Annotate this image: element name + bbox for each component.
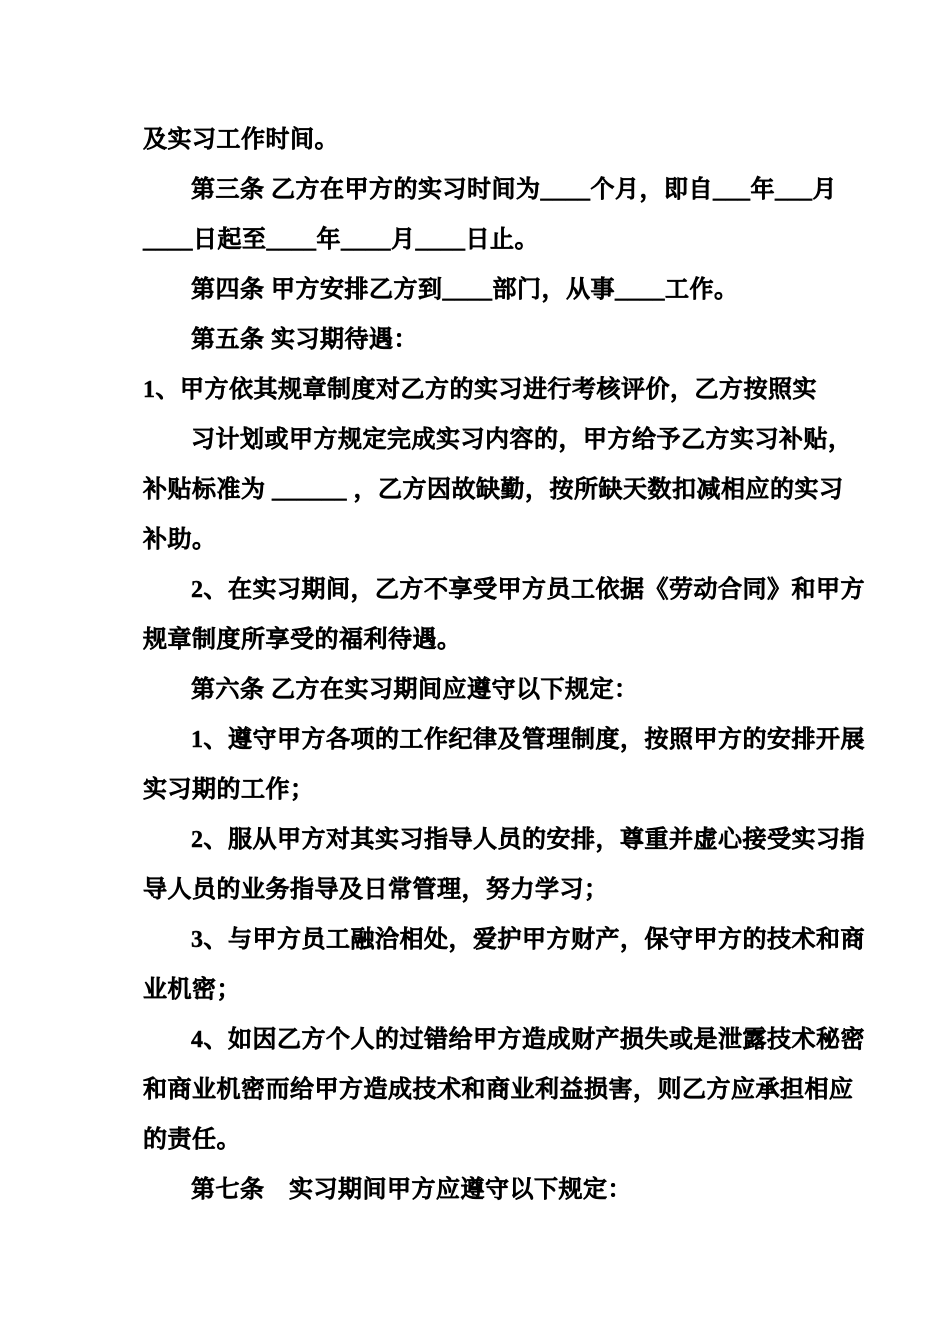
text-line-12: 第六条 乙方在实习期间应遵守以下规定： xyxy=(191,677,639,703)
text-line-20: 和商业机密而给甲方造成技术和商业利益损害，则乙方应承担相应 xyxy=(143,1077,854,1103)
text-line-13: 1、遵守甲方各项的工作纪律及管理制度，按照甲方的安排开展 xyxy=(191,727,865,753)
text-line-4: 第四条 甲方安排乙方到____部门，从事____工作。 xyxy=(191,277,739,303)
text-line-16: 导人员的业务指导及日常管理，努力学习； xyxy=(143,877,609,903)
text-line-5: 第五条 实习期待遇： xyxy=(191,327,418,353)
text-line-9: 补助。 xyxy=(143,527,217,553)
text-line-3: ____日起至____年____月____日止。 xyxy=(143,227,539,253)
text-line-8: 补贴标准为 ______ ，乙方因故缺勤，按所缺天数扣减相应的实习 xyxy=(143,477,844,503)
text-line-18: 业机密； xyxy=(143,977,241,1003)
text-line-17: 3、与甲方员工融洽相处，爱护甲方财产，保守甲方的技术和商 xyxy=(191,927,865,953)
text-line-11: 规章制度所享受的福利待遇。 xyxy=(143,627,462,653)
text-line-19: 4、如因乙方个人的过错给甲方造成财产损失或是泄露技术秘密 xyxy=(191,1027,865,1053)
text-line-22: 第七条 实习期间甲方应遵守以下规定： xyxy=(191,1177,632,1203)
text-line-14: 实习期的工作； xyxy=(143,777,315,803)
text-line-7: 习计划或甲方规定完成实习内容的，甲方给予乙方实习补贴， xyxy=(191,427,853,453)
text-line-2: 第三条 乙方在甲方的实习时间为____个月，即自___年___月 xyxy=(191,177,837,203)
text-line-10: 2、在实习期间，乙方不享受甲方员工依据《劳动合同》和甲方 xyxy=(191,577,865,603)
text-line-6: 1、甲方依其规章制度对乙方的实习进行考核评价，乙方按照实 xyxy=(143,377,817,403)
contract-text-block xyxy=(143,115,903,1215)
text-line-21: 的责任。 xyxy=(143,1127,241,1153)
text-line-1: 及实习工作时间。 xyxy=(143,127,339,153)
text-line-15: 2、服从甲方对其实习指导人员的安排，尊重并虚心接受实习指 xyxy=(191,827,865,853)
